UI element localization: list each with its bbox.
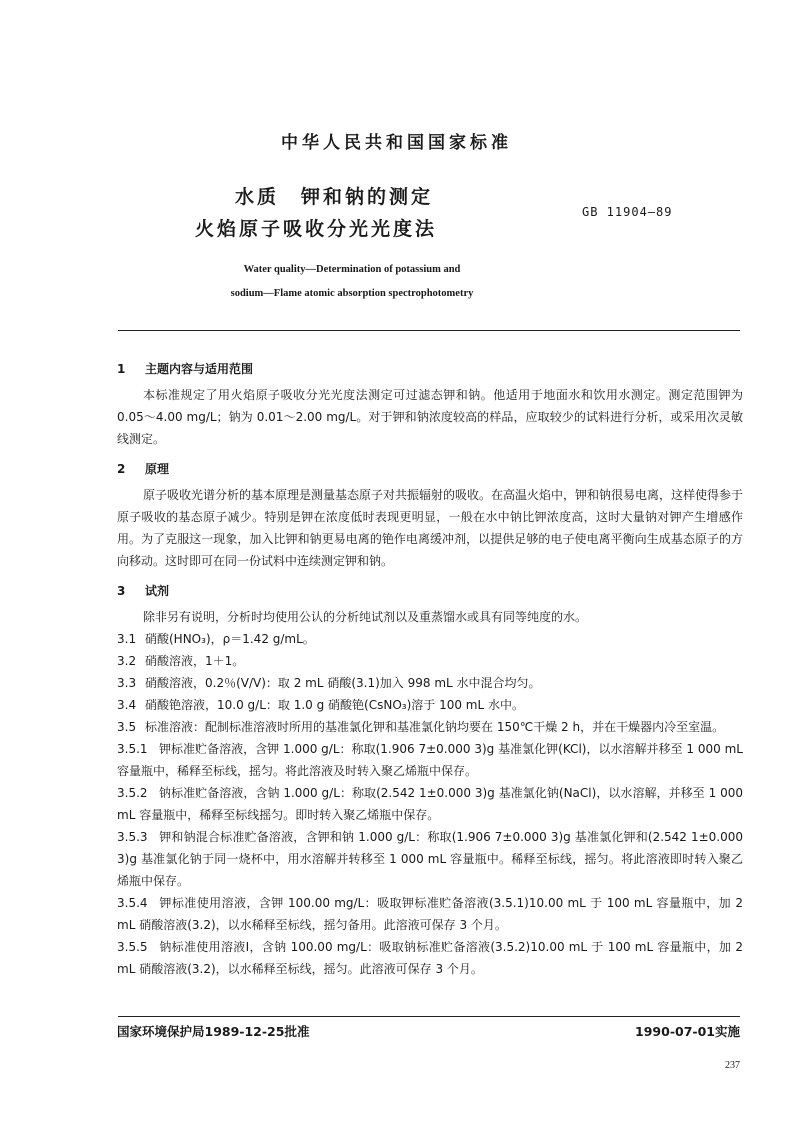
reagent-item: 3.1 硝酸(HNO₃)，ρ＝1.42 g/mL。 [117,632,315,646]
header-rule [118,330,740,331]
reagent-item: 3.4 硝酸铯溶液，10.0 g/L：取 1.0 g 硝酸铯(CsNO₃)溶于 100 mL 水中。 [117,698,524,712]
footer-rule [118,1016,740,1017]
section-heading: 3 试剂 [117,584,170,598]
section-paragraph: 原子吸收光谱分析的基本原理是测量基态原子对共振辐射的吸收。在高温火焰中，钾和钠很易电离，这样使得参于原子吸收的基态原子减少。特别是钾在浓度低时表现更明显，一般在水中钠比钾浓度高，这时大量钠对钾产生增感作用。为了克服这一现象，加入比钾和钠更易电离的铯作电离缓冲剂，以提供足够的电子使电离平衡向生成基态原子的方向移动。这时即可在同一份试料中连续测定钾和钠。 [117,488,744,568]
reagent-item: 3.5 标准溶液：配制标准溶液时所用的基准氯化钾和基准氯化钠均要在 150℃干燥 2 h，并在干燥器内冷至室温。 [117,720,725,734]
reagent-item: 3.5.2 钠标准贮备溶液，含钠 1.000 g/L：称取(2.542 1±0.000 3)g 基准氯化钠(NaCl)，以水溶解，并移至 1 000 mL 容量瓶中，稀释至标线摇匀。即时转入聚乙烯瓶中保存。 [117,786,743,822]
title-chinese [195,182,437,244]
document-body [117,352,743,980]
title-zh-line1: 水质 钾和钠的测定 [235,186,434,208]
title-english [192,258,512,306]
reagent-item: 3.5.3 钾和钠混合标准贮备溶液，含钾和钠 1.000 g/L：称取(1.906 7±0.000 3)g 基准氯化钾和(2.542 1±0.000 3)g 基准氯化钠于同一烧杯中，用水溶解并转移至 1 000 mL 容量瓶中。稀释至标线，摇匀。将此溶液即时转入聚乙烯瓶中保存。 [117,830,743,888]
reagent-item: 3.3 硝酸溶液，0.2％(V/V)：取 2 mL 硝酸(3.1)加入 998 mL 水中混合均匀。 [117,676,541,690]
title-en-line1: Water quality—Determination of potassium and [243,264,461,275]
title-en-line2: sodium—Flame atomic absorption spectrophotometry [230,288,474,299]
page-number: 237 [725,1060,740,1071]
approval-date: 国家环境保护局1989-12-25批准 [117,1024,310,1039]
standard-code: GB 11904—89 [582,205,673,219]
reagent-item: 3.5.4 钾标准使用溶液，含钾 100.00 mg/L：吸取钾标准贮备溶液(3.5.1)10.00 mL 于 100 mL 容量瓶中，加 2 mL 硝酸溶液(3.2)，以水稀释至标线，摇匀备用。此溶液可保存 3 个月。 [117,896,743,932]
reagent-item: 3.2 硝酸溶液，1＋1。 [117,654,245,668]
section-intro: 除非另有说明，分析时均使用公认的分析纯试剂以及重蒸馏水或具有同等纯度的水。 [143,610,588,624]
implementation-date: 1990-07-01实施 [635,1024,740,1039]
section-paragraph: 本标准规定了用火焰原子吸收分光光度法测定可过滤态钾和钠。他适用于地面水和饮用水测定。测定范围钾为 0.05～4.00 mg/L；钠为 0.01～2.00 mg/L。对于钾和钠浓度较高的样品，应取较少的试料进行分析，或采用次灵敏线测定。 [117,388,743,446]
section-heading: 2 原理 [117,462,170,476]
section-heading: 1 主题内容与适用范围 [117,362,254,376]
reagent-item: 3.5.5 钠标准使用溶液Ⅰ，含钠 100.00 mg/L：吸取钠标准贮备溶液(3.5.2)10.00 mL 于 100 mL 容量瓶中，加 2 mL 硝酸溶液(3.2)，以水稀释至标线，摇匀。此溶液可保存 3 个月。 [117,940,743,976]
standard-heading: 中华人民共和国国家标准 [281,133,512,153]
reagent-item: 3.5.1 钾标准贮备溶液，含钾 1.000 g/L：称取(1.906 7±0.000 3)g 基准氯化钾(KCl)，以水溶解并移至 1 000 mL 容量瓶中，稀释至标线，摇匀。将此溶液及时转入聚乙烯瓶中保存。 [117,742,743,778]
title-zh-line2: 火焰原子吸收分光光度法 [195,218,438,240]
